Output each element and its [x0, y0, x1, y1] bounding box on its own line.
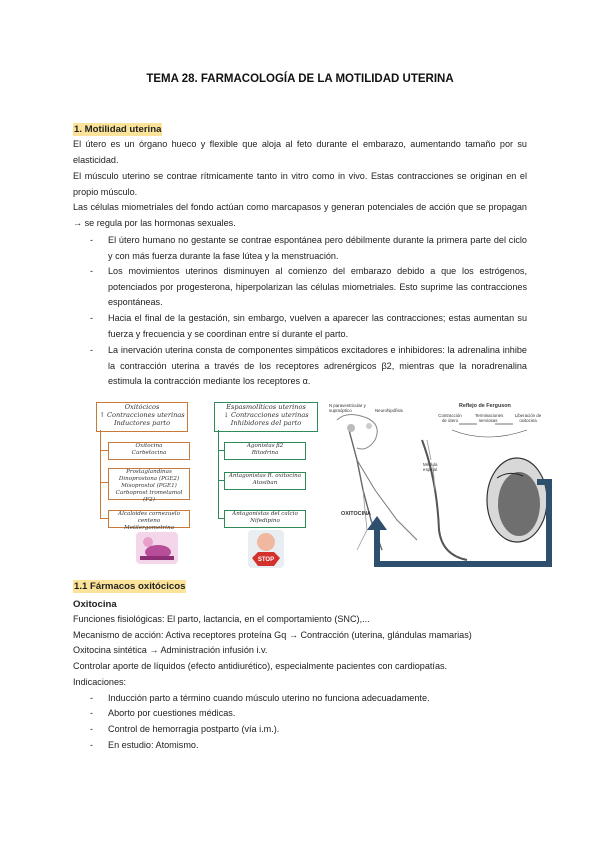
bullet-marker: -	[90, 693, 94, 703]
labor-illustration-icon	[132, 528, 182, 568]
box-line: Espasmolíticos uterinos	[226, 403, 306, 411]
calcium-antagonists-box	[224, 510, 306, 528]
paragraph: El útero es un órgano hueco y flexible que aloja al feto durante el embarazo, aumentando tamaño por su elasticidad.	[73, 139, 527, 165]
box-line: Nifedipino	[250, 518, 280, 524]
text-line: Controlar aporte de líquidos (efecto antidiurético), especialmente pacientes con cardiopatías.	[73, 661, 448, 671]
indication-item: Inducción parto a término cuando músculo uterino no funciona adecuadamente.	[108, 693, 430, 703]
box-line: Oxitócicos	[124, 403, 160, 411]
box-line: Antagonistas del calcio	[232, 511, 298, 517]
bullet-item: La inervación uterina consta de componentes simpáticos excitadores e inhibidores: la adrenalina inhibe la contracción uterina a través de los receptores adrenérgicos β2, mientras que la noradrenalina estimula la contracción mediante los receptores α.	[108, 345, 527, 387]
figure-label: Médula espinal	[423, 462, 438, 472]
box-line: Antagonistas R. oxitocina	[228, 473, 302, 479]
stop-sign-text: STOP	[257, 557, 275, 563]
figure-title: Reflejo de Ferguson	[459, 403, 511, 409]
oxytocin-antagonists-box	[224, 472, 306, 490]
oxytocin-box	[108, 442, 190, 460]
connector-line	[100, 482, 108, 483]
connector-line	[100, 430, 101, 518]
ferguson-reflex-figure	[327, 400, 552, 572]
box-line: Prostaglandinas	[126, 469, 172, 475]
text-line: Funciones fisiológicas: El parto, lactancia, en el comportamiento (SNC),...	[73, 614, 370, 624]
stop-illustration-icon	[246, 528, 286, 570]
box-line: Carboprost trometamol (F2)	[115, 490, 183, 503]
connector-line	[100, 450, 108, 451]
beta2-agonists-box	[224, 442, 306, 460]
box-line: Inductores parto	[113, 419, 171, 427]
figure-label: Neurohipófisis	[375, 408, 403, 413]
paragraph: El músculo uterino se contrae rítmicamente tanto in vitro como in vivo. Estas contracciones se originan en el propio músculo.	[73, 171, 527, 197]
box-line: Alcaloides cornezuelo centeno	[118, 511, 180, 524]
box-line: Metilergometrina	[123, 525, 175, 531]
bullet-marker: -	[90, 724, 94, 734]
ergot-alkaloids-box	[108, 510, 190, 531]
page-title: TEMA 28. FARMACOLOGÍA DE LA MOTILIDAD UTERINA	[146, 73, 454, 85]
paragraph: Las células miometriales del fondo actúan como marcapasos y generan potenciales de acción que se propagan → se regula por las hormonas sexuales.	[73, 202, 527, 228]
box-line: Ritodrina	[251, 450, 279, 456]
box-line: Dinoprostona (PGE2)	[118, 476, 180, 482]
subheading-oxytocin: Oxitocina	[73, 599, 117, 610]
box-line: ↓ Contracciones uterinas	[223, 411, 309, 419]
figure-label: N paraventricular y supraóptico	[329, 403, 366, 413]
section-heading-motilidad: 1. Motilidad uterina	[74, 124, 162, 135]
bullet-marker: -	[90, 313, 94, 323]
flow-step: Contracción de útero	[438, 413, 462, 423]
text-line: Indicaciones:	[73, 677, 127, 687]
bullet-item: Hacia el final de la gestación, sin embargo, vuelven a aparecer las contracciones; estas aumentan su fuerza y frecuencia y se coordinan entre sí durante el parto.	[108, 313, 527, 339]
ferguson-diagram	[327, 400, 552, 572]
oxytocics-header-box	[96, 402, 188, 432]
box-line: Misoprostol (PGE1)	[121, 483, 177, 489]
section-heading-oxytocics: 1.1 Fármacos oxitócicos	[74, 581, 186, 592]
box-line: Inhibidores del parto	[230, 419, 302, 427]
bullet-marker: -	[90, 345, 94, 355]
spasmolytics-header-box	[214, 402, 318, 432]
box-line: Agonistas β2	[246, 443, 284, 449]
bullet-marker: -	[90, 740, 94, 750]
drug-classification-figure	[76, 400, 322, 572]
connector-line	[218, 430, 219, 518]
bullet-item: El útero humano no gestante se contrae espontánea pero débilmente durante la primera parte del ciclo y con más fuerza durante la fase lútea y la menstruación.	[108, 235, 527, 261]
box-line: ↑ Contracciones uterinas	[99, 411, 185, 419]
flow-step: Terminaciones nerviosas	[475, 413, 504, 423]
box-line: Atosiban	[252, 480, 278, 486]
bullet-marker: -	[90, 235, 94, 245]
indication-item: Aborto por cuestiones médicas.	[108, 708, 236, 718]
text-line: Mecanismo de acción: Activa receptores proteína Gq → Contracción (uterina, glándulas mamarias)	[73, 630, 472, 640]
text-line: Oxitocina sintética → Administración infusión i.v.	[73, 645, 268, 655]
bullet-item: Los movimientos uterinos disminuyen al comienzo del embarazo debido a que los estrógenos, potenciados por progesterona, hiperpolarizan las células miometriales. Esto suprime las contracciones espontáneas.	[108, 266, 527, 308]
prostaglandins-box	[108, 468, 190, 503]
flow-step: Liberación de oxitocina	[514, 413, 542, 423]
connector-line	[100, 518, 108, 519]
bullet-marker: -	[90, 708, 94, 718]
bullet-marker: -	[90, 266, 94, 276]
box-line: Oxitocina	[135, 443, 163, 449]
box-line: Carbetocina	[131, 450, 167, 456]
figure-label: OXITOCINA	[341, 511, 371, 517]
indication-item: Control de hemorragia postparto (vía i.m.).	[108, 724, 280, 734]
indication-item: En estudio: Atomismo.	[108, 740, 199, 750]
